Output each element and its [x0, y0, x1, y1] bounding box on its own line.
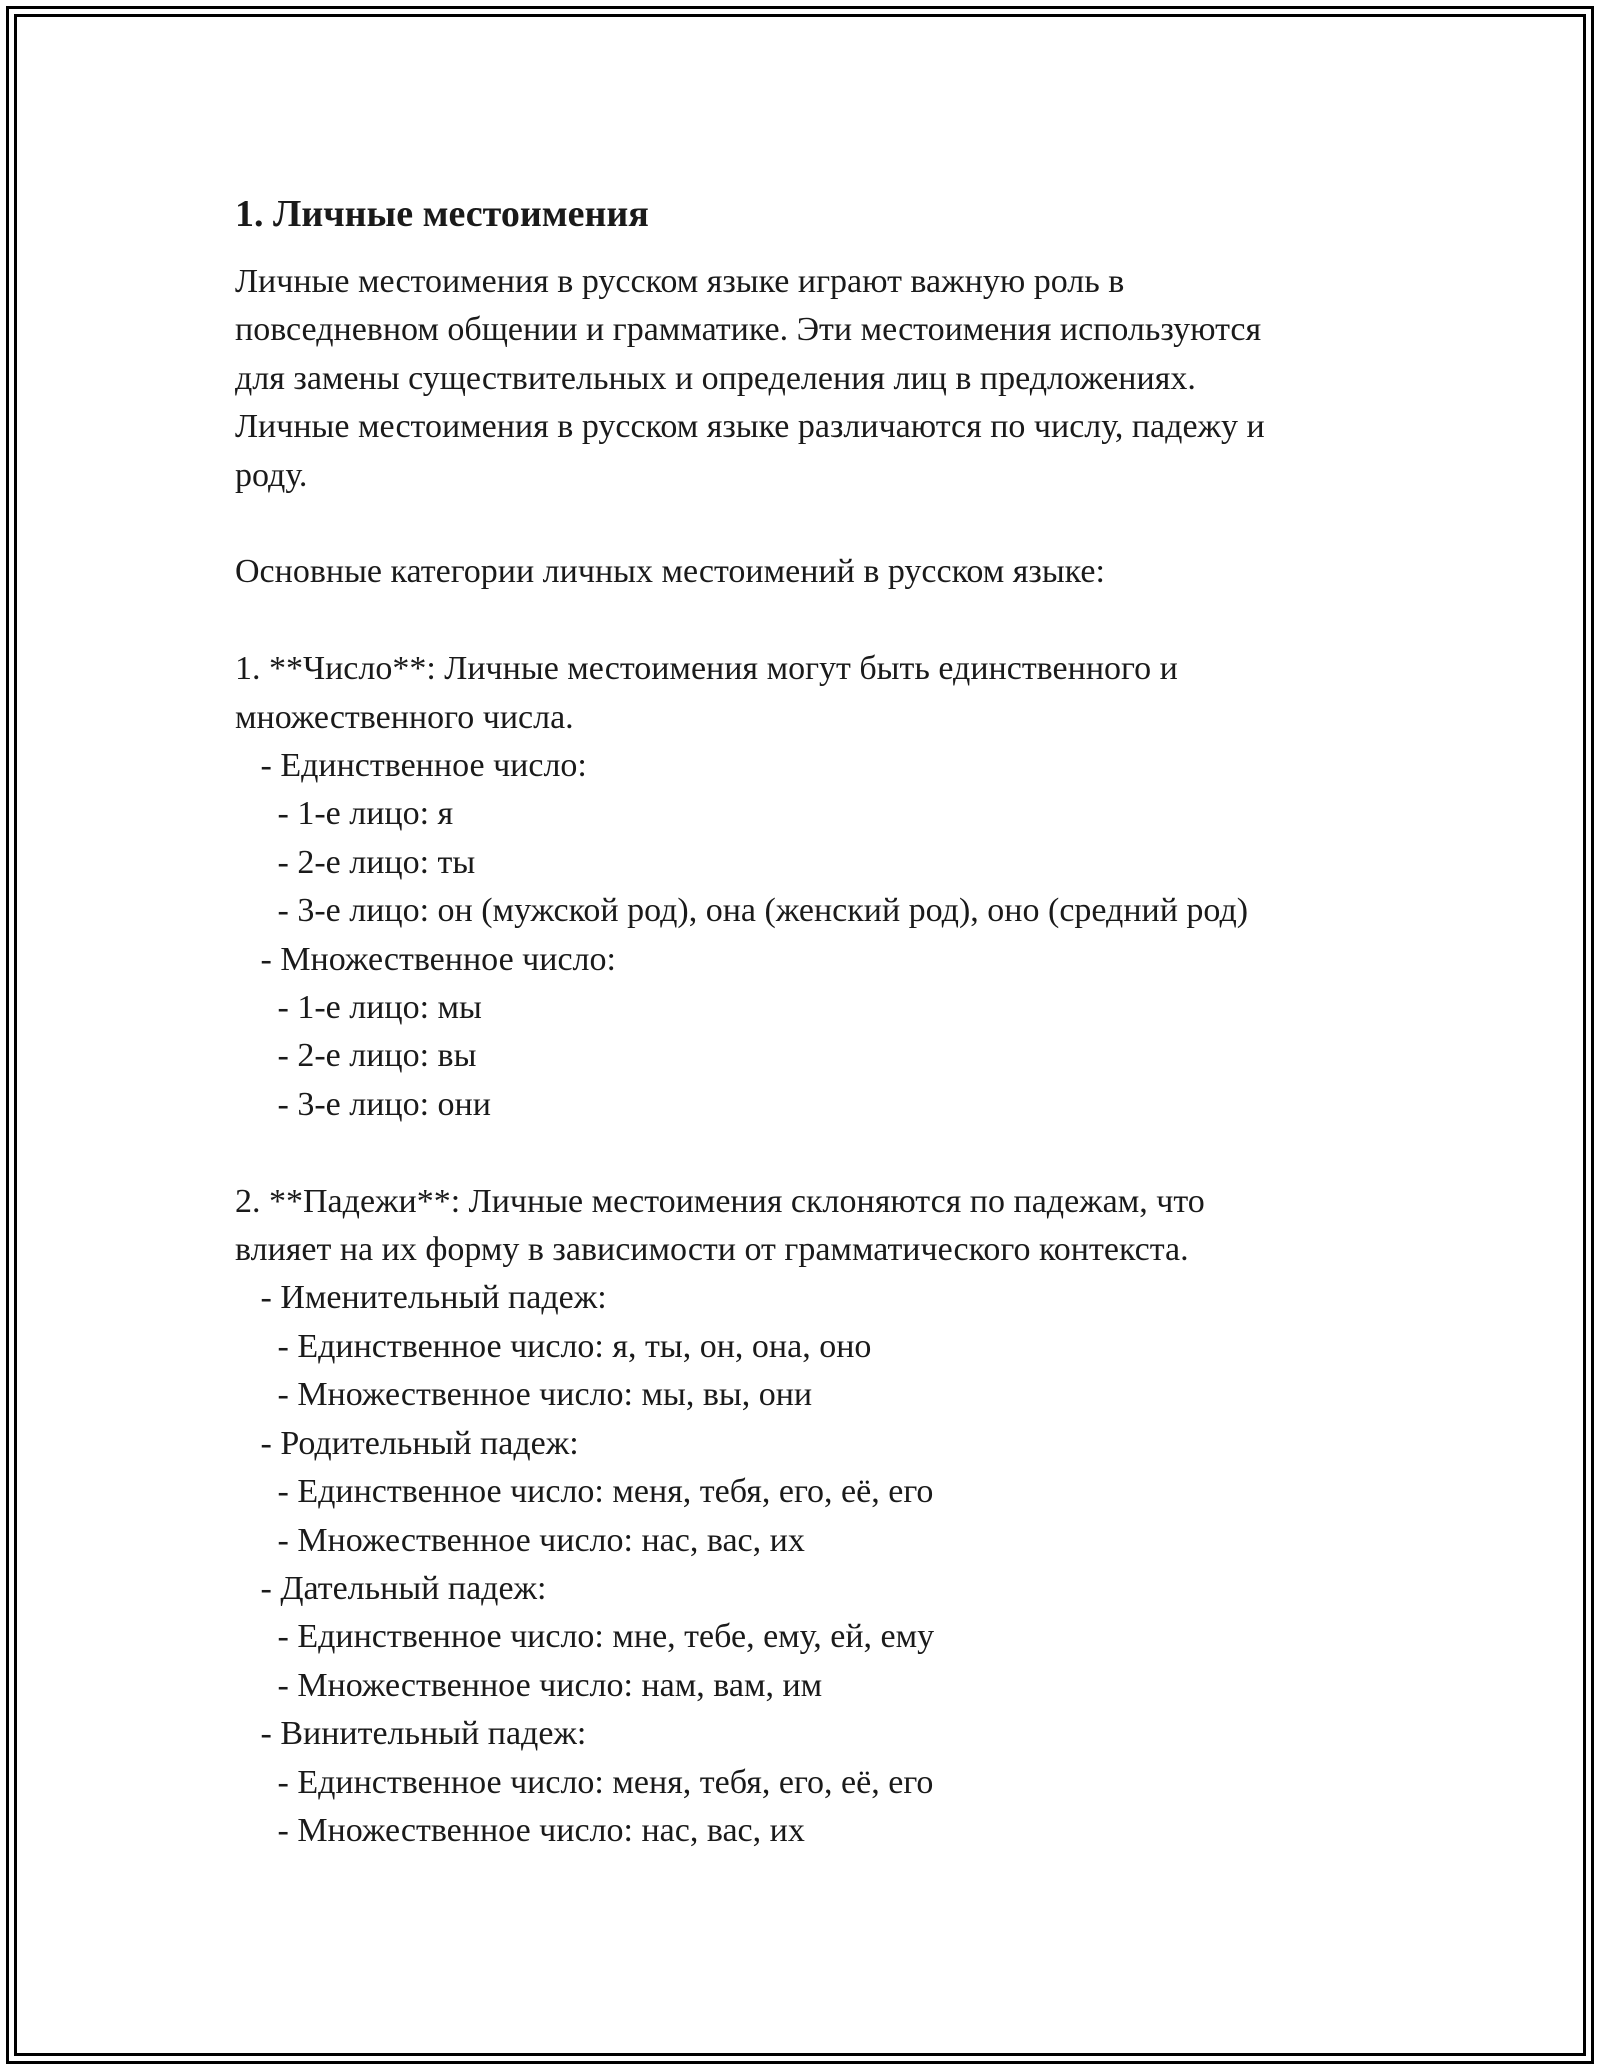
number-line: - 1-е лицо: я	[235, 795, 454, 833]
intro-line: Личные местоимения в русском языке различаются по числу, падежу и	[235, 408, 1265, 446]
number-line: - 3-е лицо: они	[235, 1085, 491, 1123]
number-line: - Единственное число:	[235, 747, 587, 785]
categories-intro: Основные категории личных местоимений в русском языке:	[235, 553, 1105, 591]
number-line: - Множественное число:	[235, 940, 616, 978]
intro-line: повседневном общении и грамматике. Эти местоимения используются	[235, 311, 1262, 349]
document-body	[235, 186, 1385, 1855]
number-line: - 2-е лицо: вы	[235, 1037, 477, 1075]
case-line: влияет на их форму в зависимости от грамматического контекста.	[235, 1231, 1189, 1269]
number-line: 1. **Число**: Личные местоимения могут быть единственного и	[235, 650, 1178, 688]
case-line: - Единственное число: я, ты, он, она, оно	[235, 1327, 872, 1365]
number-section	[235, 645, 1385, 1129]
case-line: - Дательный падеж:	[235, 1569, 547, 1607]
case-section	[235, 1178, 1385, 1856]
spacer	[235, 1129, 1385, 1177]
number-line: - 3-е лицо: он (мужской род), она (женский род), оно (средний род)	[235, 892, 1249, 930]
intro-line: Личные местоимения в русском языке играют важную роль в	[235, 263, 1125, 300]
spacer	[235, 597, 1385, 645]
case-line: - Множественное число: нас, вас, их	[235, 1521, 805, 1559]
case-line: - Винительный падеж:	[235, 1715, 587, 1753]
case-line: - Именительный падеж:	[235, 1279, 607, 1317]
intro-paragraph	[235, 258, 1385, 500]
number-line: - 2-е лицо: ты	[235, 843, 476, 881]
number-line: - 1-е лицо: мы	[235, 989, 482, 1027]
intro-line: роду.	[235, 456, 308, 494]
case-line: - Множественное число: мы, вы, они	[235, 1376, 813, 1414]
spacer	[235, 500, 1385, 548]
case-line: 2. **Падежи**: Личные местоимения склоняются по падежам, что	[235, 1182, 1205, 1220]
case-line: - Родительный падеж:	[235, 1424, 579, 1462]
case-line: - Множественное число: нам, вам, им	[235, 1666, 823, 1704]
case-line: - Единственное число: мне, тебе, ему, ей, ему	[235, 1618, 935, 1656]
section-heading: 1. Личные местоимения	[235, 193, 649, 235]
case-line: - Множественное число: нас, вас, их	[235, 1811, 805, 1849]
number-line: множественного числа.	[235, 698, 574, 736]
case-line: - Единственное число: меня, тебя, его, её, его	[235, 1473, 934, 1511]
case-line: - Единственное число: меня, тебя, его, её, его	[235, 1763, 934, 1801]
intro-line: для замены существительных и определения лиц в предложениях.	[235, 359, 1196, 397]
